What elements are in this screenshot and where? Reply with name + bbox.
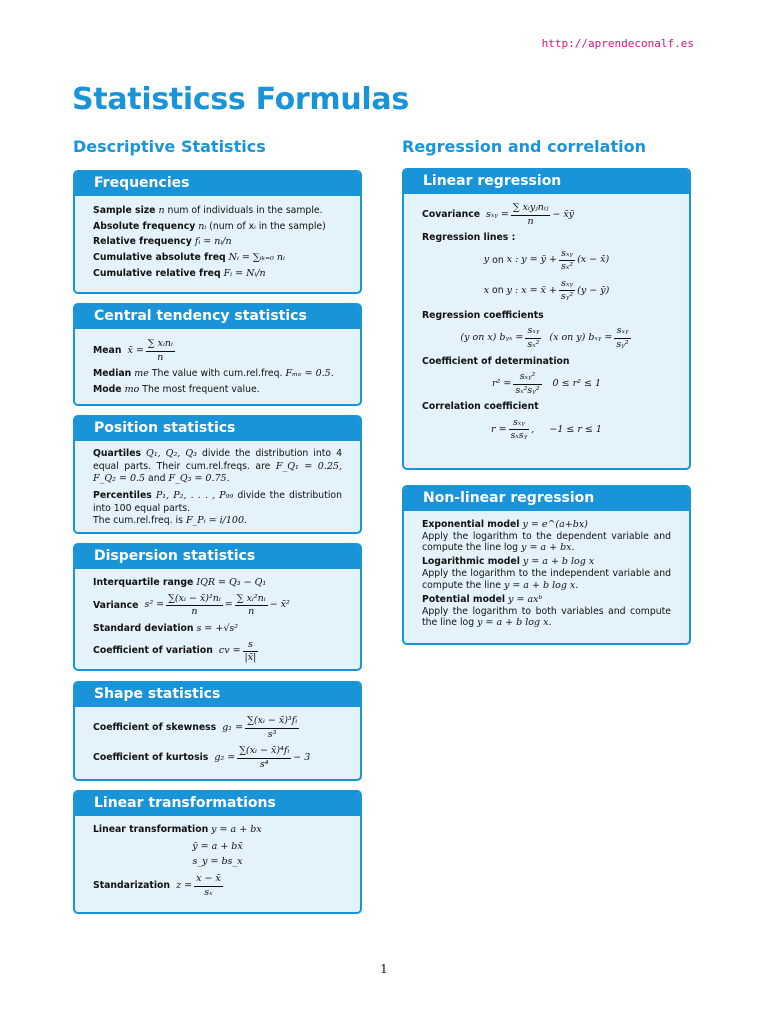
- byx-fraction: [525, 325, 541, 351]
- reg-xy-fraction: [559, 278, 575, 304]
- cv-num: s: [243, 639, 259, 653]
- standarization-label: Standarization: [93, 879, 171, 891]
- sample-size-text: num of individuals in the sample.: [167, 205, 323, 216]
- bxy-paren: (x on y): [549, 332, 586, 344]
- median-row: [93, 368, 342, 381]
- reg-xy-on: on: [492, 284, 504, 296]
- covariance-tail: − x̄ȳ: [552, 208, 575, 220]
- logarithmic-model-text: Apply the logarithm to the independent variable and compute the line: [422, 568, 671, 591]
- covariance-num: ∑ xᵢyⱼnᵢⱼ: [511, 202, 551, 216]
- cv-lhs: cv =: [218, 645, 241, 657]
- exponential-model-label: Exponential model: [422, 519, 520, 530]
- r2-num: sₓᵧ²: [513, 371, 541, 385]
- dispersion-box: [73, 543, 362, 671]
- cum-rel-math: Fᵢ = Nᵢ/n: [223, 267, 266, 279]
- quartiles-row: [93, 448, 342, 486]
- reg-xy-den: sᵧ²: [560, 291, 574, 303]
- percentiles-text2: The cum.rel.freq. is: [93, 514, 183, 526]
- skewness-fraction: [245, 715, 299, 741]
- sample-size-row: [93, 205, 342, 218]
- covariance-label: Covariance: [422, 208, 481, 220]
- covariance-row: [422, 202, 671, 228]
- reg-xy-tail: (y − ȳ): [577, 284, 610, 296]
- shape-box: [73, 681, 362, 781]
- median-math2: Fₘₑ = 0.5.: [285, 368, 334, 380]
- mode-text: The most frequent value.: [142, 383, 260, 395]
- abs-freq-row: [93, 221, 342, 234]
- abs-freq-label: Absolute frequency: [93, 220, 196, 232]
- linear-regression-box: [402, 168, 691, 470]
- mean-numerator: ∑ xᵢnᵢ: [146, 338, 175, 352]
- regression-lines-label: Regression lines :: [422, 232, 516, 244]
- correlation-row: [422, 417, 671, 443]
- r-fraction: [509, 417, 530, 443]
- skewness-den: s³: [267, 728, 277, 740]
- cv-label: Coefficient of variation: [93, 645, 213, 657]
- r-den: sₓsᵧ: [510, 430, 528, 442]
- variance-den-2: n: [248, 606, 255, 618]
- exponential-model-math: y = e^(a+bx): [522, 519, 588, 530]
- frequencies-title: Frequencies: [75, 172, 360, 196]
- page-title: Statisticss Formulas: [72, 82, 409, 117]
- variance-den-1: n: [191, 606, 198, 618]
- dispersion-title: Dispersion statistics: [75, 545, 360, 569]
- byx-den: sₓ²: [527, 339, 540, 351]
- logarithmic-model-line: y = a + b log x.: [503, 579, 579, 591]
- bxy-num: sₓᵧ: [614, 325, 630, 339]
- iqr-math: IQR = Q₃ − Q₁: [196, 577, 267, 588]
- variance-eq: =: [224, 599, 233, 611]
- mean-label: Mean: [93, 344, 122, 356]
- covariance-den: n: [527, 215, 534, 227]
- logarithmic-model-label: Logarithmic model: [422, 556, 520, 568]
- reg-yx-on: on: [492, 254, 504, 266]
- sd-math: s = +√s²: [196, 622, 239, 634]
- r-range: , −1 ≤ r ≤ 1: [531, 423, 602, 435]
- kurtosis-den: s⁴: [259, 758, 269, 770]
- regression-coefficients-label: Regression coefficients: [422, 310, 544, 322]
- r2-fraction: [513, 371, 541, 397]
- quartile-q1-freq: F_Q₁ = 0.25,: [275, 460, 342, 472]
- logarithmic-model-row: [422, 556, 671, 591]
- standarization-num: x − x̄: [194, 873, 223, 887]
- nonlinear-regression-box: [402, 485, 691, 645]
- mode-row: [93, 384, 342, 397]
- reg-yx-num: sₓᵧ: [559, 248, 575, 262]
- standarization-den: sₓ: [204, 886, 213, 898]
- quartile-q3-freq: F_Q₃ = 0.75.: [168, 473, 230, 485]
- standarization-lhs: z =: [176, 879, 193, 891]
- median-text: The value with cum.rel.freq.: [151, 368, 283, 380]
- r2-range: 0 ≤ r² ≤ 1: [552, 377, 601, 389]
- variance-num-2: ∑ xᵢ²nᵢ: [235, 593, 268, 607]
- variance-row: [93, 593, 342, 619]
- byx-paren: (y on x): [460, 332, 497, 344]
- reg-xy-num: sₓᵧ: [559, 278, 575, 292]
- skewness-lhs: g₁ =: [222, 721, 244, 733]
- variance-tail: − x̄²: [269, 599, 290, 611]
- median-label: Median: [93, 368, 132, 380]
- transform-sd-line: s_y = bs_x: [192, 856, 243, 868]
- bxy-den: sᵧ²: [616, 339, 629, 351]
- covariance-fraction: [511, 202, 551, 228]
- reg-yx-pre: y: [483, 254, 490, 266]
- iqr-label: Interquartile range: [93, 577, 194, 588]
- cum-abs-label: Cumulative absolute freq: [93, 251, 226, 263]
- percentiles-row: [93, 490, 342, 528]
- potential-model-row: [422, 594, 671, 629]
- quartiles-label: Quartiles: [93, 448, 142, 459]
- standarization-fraction: [194, 873, 223, 899]
- abs-freq-text: (num of xᵢ in the sample): [209, 220, 326, 232]
- variance-fraction-2: [235, 593, 268, 619]
- kurtosis-tail: − 3: [293, 752, 311, 764]
- reg-yx-fraction: [559, 248, 575, 274]
- mean-denominator: n: [157, 351, 164, 363]
- variance-fraction-1: [166, 593, 223, 619]
- iqr-row: [93, 577, 342, 590]
- byx-lhs: bᵧₓ =: [499, 332, 524, 344]
- section-descriptive-title: Descriptive Statistics: [73, 137, 266, 156]
- kurtosis-label: Coefficient of kurtosis: [93, 752, 209, 764]
- reg-yx-den: sₓ²: [561, 261, 574, 273]
- mode-label: Mode: [93, 383, 122, 395]
- potential-model-label: Potential model: [422, 593, 506, 605]
- skewness-num: ∑(xᵢ − x̄)³fᵢ: [245, 715, 299, 729]
- transform-mean-line: ȳ = a + bx̄: [192, 840, 243, 852]
- r-num: sₓᵧ: [509, 417, 530, 431]
- variance-num-1: ∑(xᵢ − x̄)²nᵢ: [166, 593, 223, 607]
- quartiles-math: Q₁, Q₂, Q₃: [146, 448, 197, 459]
- correlation-label: Correlation coefficient: [422, 401, 539, 413]
- quartiles-and: and: [148, 473, 166, 485]
- rel-freq-row: [93, 236, 342, 249]
- mode-math: mo: [124, 383, 140, 395]
- kurtosis-num: ∑(xᵢ − x̄)⁴fᵢ: [237, 745, 291, 759]
- cv-den: |x̄|: [244, 652, 257, 664]
- percentiles-label: Percentiles: [93, 489, 152, 501]
- bxy-fraction: [614, 325, 630, 351]
- nonlinear-regression-title: Non-linear regression: [404, 487, 689, 511]
- percentiles-text: divide the distribution into 100 equal parts.: [93, 489, 342, 514]
- skewness-label: Coefficient of skewness: [93, 721, 217, 733]
- cum-abs-math: Nᵢ = ∑ᵢₖ₌₀ nᵢ: [228, 251, 285, 263]
- variance-label: Variance: [93, 599, 139, 611]
- sample-size-math: n: [158, 205, 165, 216]
- r2-den: sₓ²sᵧ²: [515, 384, 540, 396]
- regression-line-y-on-x: [422, 248, 671, 274]
- rel-freq-math: fᵢ = nᵢ/n: [194, 236, 232, 248]
- byx-num: sₓᵧ: [525, 325, 541, 339]
- central-tendency-title: Central tendency statistics: [75, 305, 360, 329]
- r2-lhs: r² =: [492, 377, 512, 389]
- position-box: [73, 415, 362, 534]
- potential-model-math: y = axᵇ: [508, 593, 543, 605]
- cv-fraction: [243, 639, 259, 665]
- reg-xy-pre: x: [483, 284, 490, 296]
- reg-yx-tail: (x − x̄): [577, 254, 610, 266]
- percentiles-freq: F_Pᵢ = i/100.: [185, 514, 248, 526]
- linear-regression-title: Linear regression: [404, 170, 689, 194]
- reg-xy-post: y : x = x̄ +: [506, 284, 557, 296]
- regression-line-x-on-y: [422, 278, 671, 304]
- exponential-model-row: [422, 519, 671, 554]
- median-math: me: [134, 368, 149, 380]
- linear-transformation-label: Linear transformation: [93, 824, 209, 835]
- linear-transformations-box: [73, 790, 362, 914]
- mean-row: [93, 338, 342, 364]
- sd-label: Standard deviation: [93, 622, 194, 634]
- cum-abs-row: [93, 252, 342, 265]
- linear-transformations-title: Linear transformations: [75, 792, 360, 816]
- percentiles-math: P₁, P₂, . . . , P₉₉: [155, 489, 234, 501]
- determination-row: [422, 371, 671, 397]
- linear-transformation-math: y = a + bx: [211, 824, 262, 835]
- potential-model-text: Apply the logarithm to both variables and compute the line log: [422, 605, 671, 629]
- mean-lhs: x̄ =: [127, 344, 144, 356]
- quartile-q2-freq: F_Q₂ = 0.5: [93, 473, 146, 485]
- kurtosis-fraction: [237, 745, 291, 771]
- shape-title: Shape statistics: [75, 683, 360, 707]
- potential-model-line: y = a + b log x.: [477, 617, 552, 629]
- skewness-row: [93, 715, 342, 741]
- regression-coefficients-row: [422, 325, 671, 351]
- sample-size-label: Sample size: [93, 205, 156, 216]
- mean-fraction: [146, 338, 175, 364]
- page-number: 1: [380, 962, 388, 976]
- variance-lhs: s² =: [144, 599, 165, 611]
- covariance-lhs: sₓᵧ =: [486, 208, 509, 220]
- kurtosis-lhs: g₂ =: [214, 752, 236, 764]
- exponential-model-text: Apply the logarithm to the dependent variable and compute the line log: [422, 530, 671, 554]
- cv-row: [93, 639, 342, 665]
- abs-freq-math: nᵢ: [198, 220, 207, 232]
- cum-rel-label: Cumulative relative freq: [93, 267, 221, 279]
- sd-row: [93, 623, 342, 636]
- linear-transformation-row: [93, 824, 342, 837]
- standarization-row: [93, 873, 342, 899]
- quartiles-text: divide the distribution into 4 equal parts. Their cum.rel.freqs. are: [93, 448, 342, 472]
- exponential-model-line: y = a + bx.: [521, 542, 575, 554]
- bxy-lhs: bₓᵧ =: [588, 332, 613, 344]
- kurtosis-row: [93, 745, 342, 771]
- frequencies-box: [73, 170, 362, 294]
- determination-label: Coefficient of determination: [422, 355, 570, 367]
- section-regression-title: Regression and correlation: [402, 137, 646, 156]
- rel-freq-label: Relative frequency: [93, 236, 192, 248]
- central-tendency-box: [73, 303, 362, 406]
- header-url[interactable]: http://aprendeconalf.es: [541, 37, 694, 50]
- cum-rel-row: [93, 268, 342, 281]
- logarithmic-model-math: y = a + b log x: [522, 556, 595, 568]
- position-title: Position statistics: [75, 417, 360, 441]
- reg-yx-post: x : y = ȳ +: [506, 254, 557, 266]
- r-lhs: r =: [491, 423, 507, 435]
